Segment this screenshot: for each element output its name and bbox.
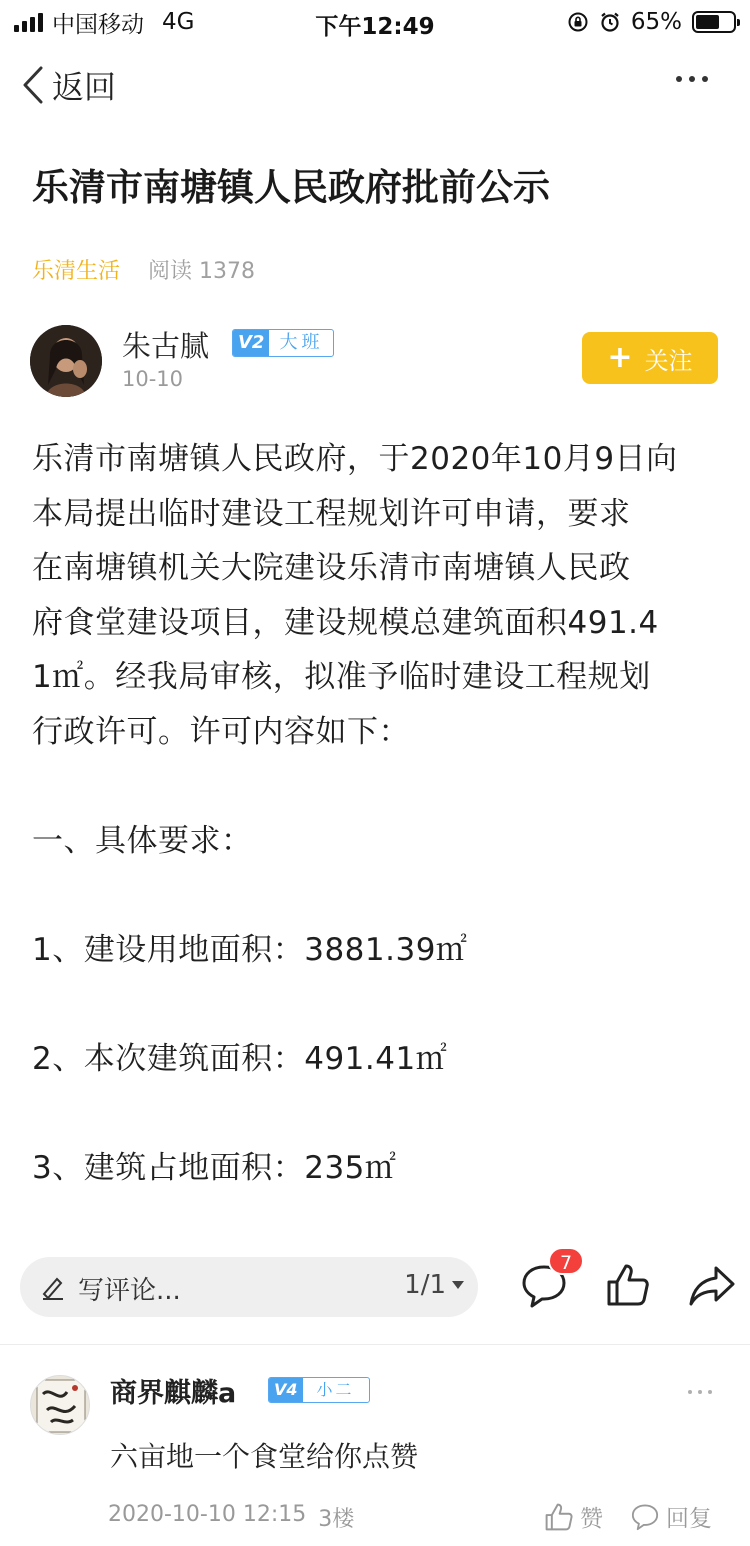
level-text: 大班	[279, 332, 324, 353]
article-line: 乐清市南塘镇人民政府，于2020年10月9日向	[32, 441, 678, 477]
status-time: 下午12:49	[315, 14, 435, 40]
comment-meta	[108, 1502, 354, 1533]
article-line: 行政许可。许可内容如下：	[32, 713, 410, 750]
comment-like-button[interactable]	[544, 1500, 603, 1533]
comment-bubble-icon	[630, 1503, 660, 1531]
comment-text: 六亩地一个食堂给你点赞	[110, 1440, 419, 1473]
author-name[interactable]: 朱古腻	[122, 329, 210, 363]
article-line: 3、建筑占地面积：235㎡	[32, 1149, 397, 1186]
commenter-name[interactable]: 商界麒麟a	[110, 1378, 237, 1409]
follow-button[interactable]	[582, 332, 718, 384]
article-line: 一、具体要求：	[32, 822, 253, 859]
comment-placeholder: 写评论...	[78, 1276, 181, 1306]
read-count: 阅读 1378	[148, 259, 255, 284]
page-indicator[interactable]	[404, 1270, 464, 1300]
article-meta	[32, 254, 255, 285]
paragraph-gap	[32, 868, 722, 923]
chevron-left-icon	[22, 66, 44, 104]
post-date: 10-10	[122, 367, 184, 391]
author-level-badge	[232, 329, 334, 357]
article-line: 本局提出临时建设工程规划许可申请，要求	[32, 495, 631, 532]
caret-down-icon	[452, 1281, 464, 1289]
v-badge-text: V4	[269, 1378, 303, 1402]
nav-bar	[0, 58, 750, 114]
alarm-icon	[599, 11, 621, 33]
commenter-avatar[interactable]	[30, 1375, 90, 1435]
level-text: 小二	[316, 1380, 355, 1399]
thumbs-up-icon	[544, 1502, 574, 1532]
network-type: 4G	[162, 9, 195, 35]
article-line: 1㎡。经我局审核，拟准予临时建设工程规划	[32, 659, 651, 695]
pencil-icon	[40, 1274, 66, 1300]
paragraph-gap	[32, 1086, 722, 1141]
article-line: 1、建设用地面积：3881.39㎡	[32, 931, 468, 968]
paragraph-gap	[32, 759, 722, 814]
back-button[interactable]	[22, 62, 116, 108]
comment-floor: 3楼	[318, 1507, 355, 1532]
article-line: 府食堂建设项目，建设规模总建筑面积491.4	[32, 604, 659, 641]
reply-label: 回复	[666, 1506, 712, 1532]
carrier-name: 中国移动	[52, 11, 144, 38]
back-label: 返回	[52, 68, 117, 106]
commenter-level-badge	[268, 1377, 370, 1403]
comment-count-badge: 7	[548, 1247, 584, 1275]
article-source[interactable]: 乐清生活	[32, 259, 121, 284]
page-title: 乐清市南塘镇人民政府批前公示	[32, 166, 550, 209]
status-bar-right	[567, 8, 736, 36]
plus-icon: +	[607, 340, 633, 375]
battery-percent: 65%	[630, 9, 682, 35]
more-dots-icon[interactable]	[676, 76, 708, 82]
comment-time: 2020-10-10 12:15	[108, 1502, 307, 1527]
battery-icon	[692, 11, 736, 33]
thumbs-up-icon[interactable]	[605, 1262, 651, 1308]
comment-reply-button[interactable]	[630, 1500, 712, 1533]
divider	[0, 1344, 750, 1345]
paragraph-gap	[32, 977, 722, 1032]
page-indicator-text: 1/1	[404, 1270, 446, 1300]
author-avatar[interactable]	[30, 325, 102, 397]
article-body	[32, 432, 722, 1195]
article-line: 2、本次建筑面积：491.41㎡	[32, 1040, 448, 1077]
rotation-lock-icon	[567, 11, 589, 33]
comment-more-icon[interactable]	[688, 1390, 712, 1394]
comment-input[interactable]	[20, 1257, 478, 1317]
v-badge-text: V2	[233, 330, 269, 356]
follow-label: 关注	[644, 346, 693, 375]
share-arrow-icon[interactable]	[688, 1264, 736, 1308]
status-bar	[0, 0, 750, 44]
article-line: 在南塘镇机关大院建设乐清市南塘镇人民政	[32, 550, 631, 586]
like-label: 赞	[580, 1506, 603, 1532]
